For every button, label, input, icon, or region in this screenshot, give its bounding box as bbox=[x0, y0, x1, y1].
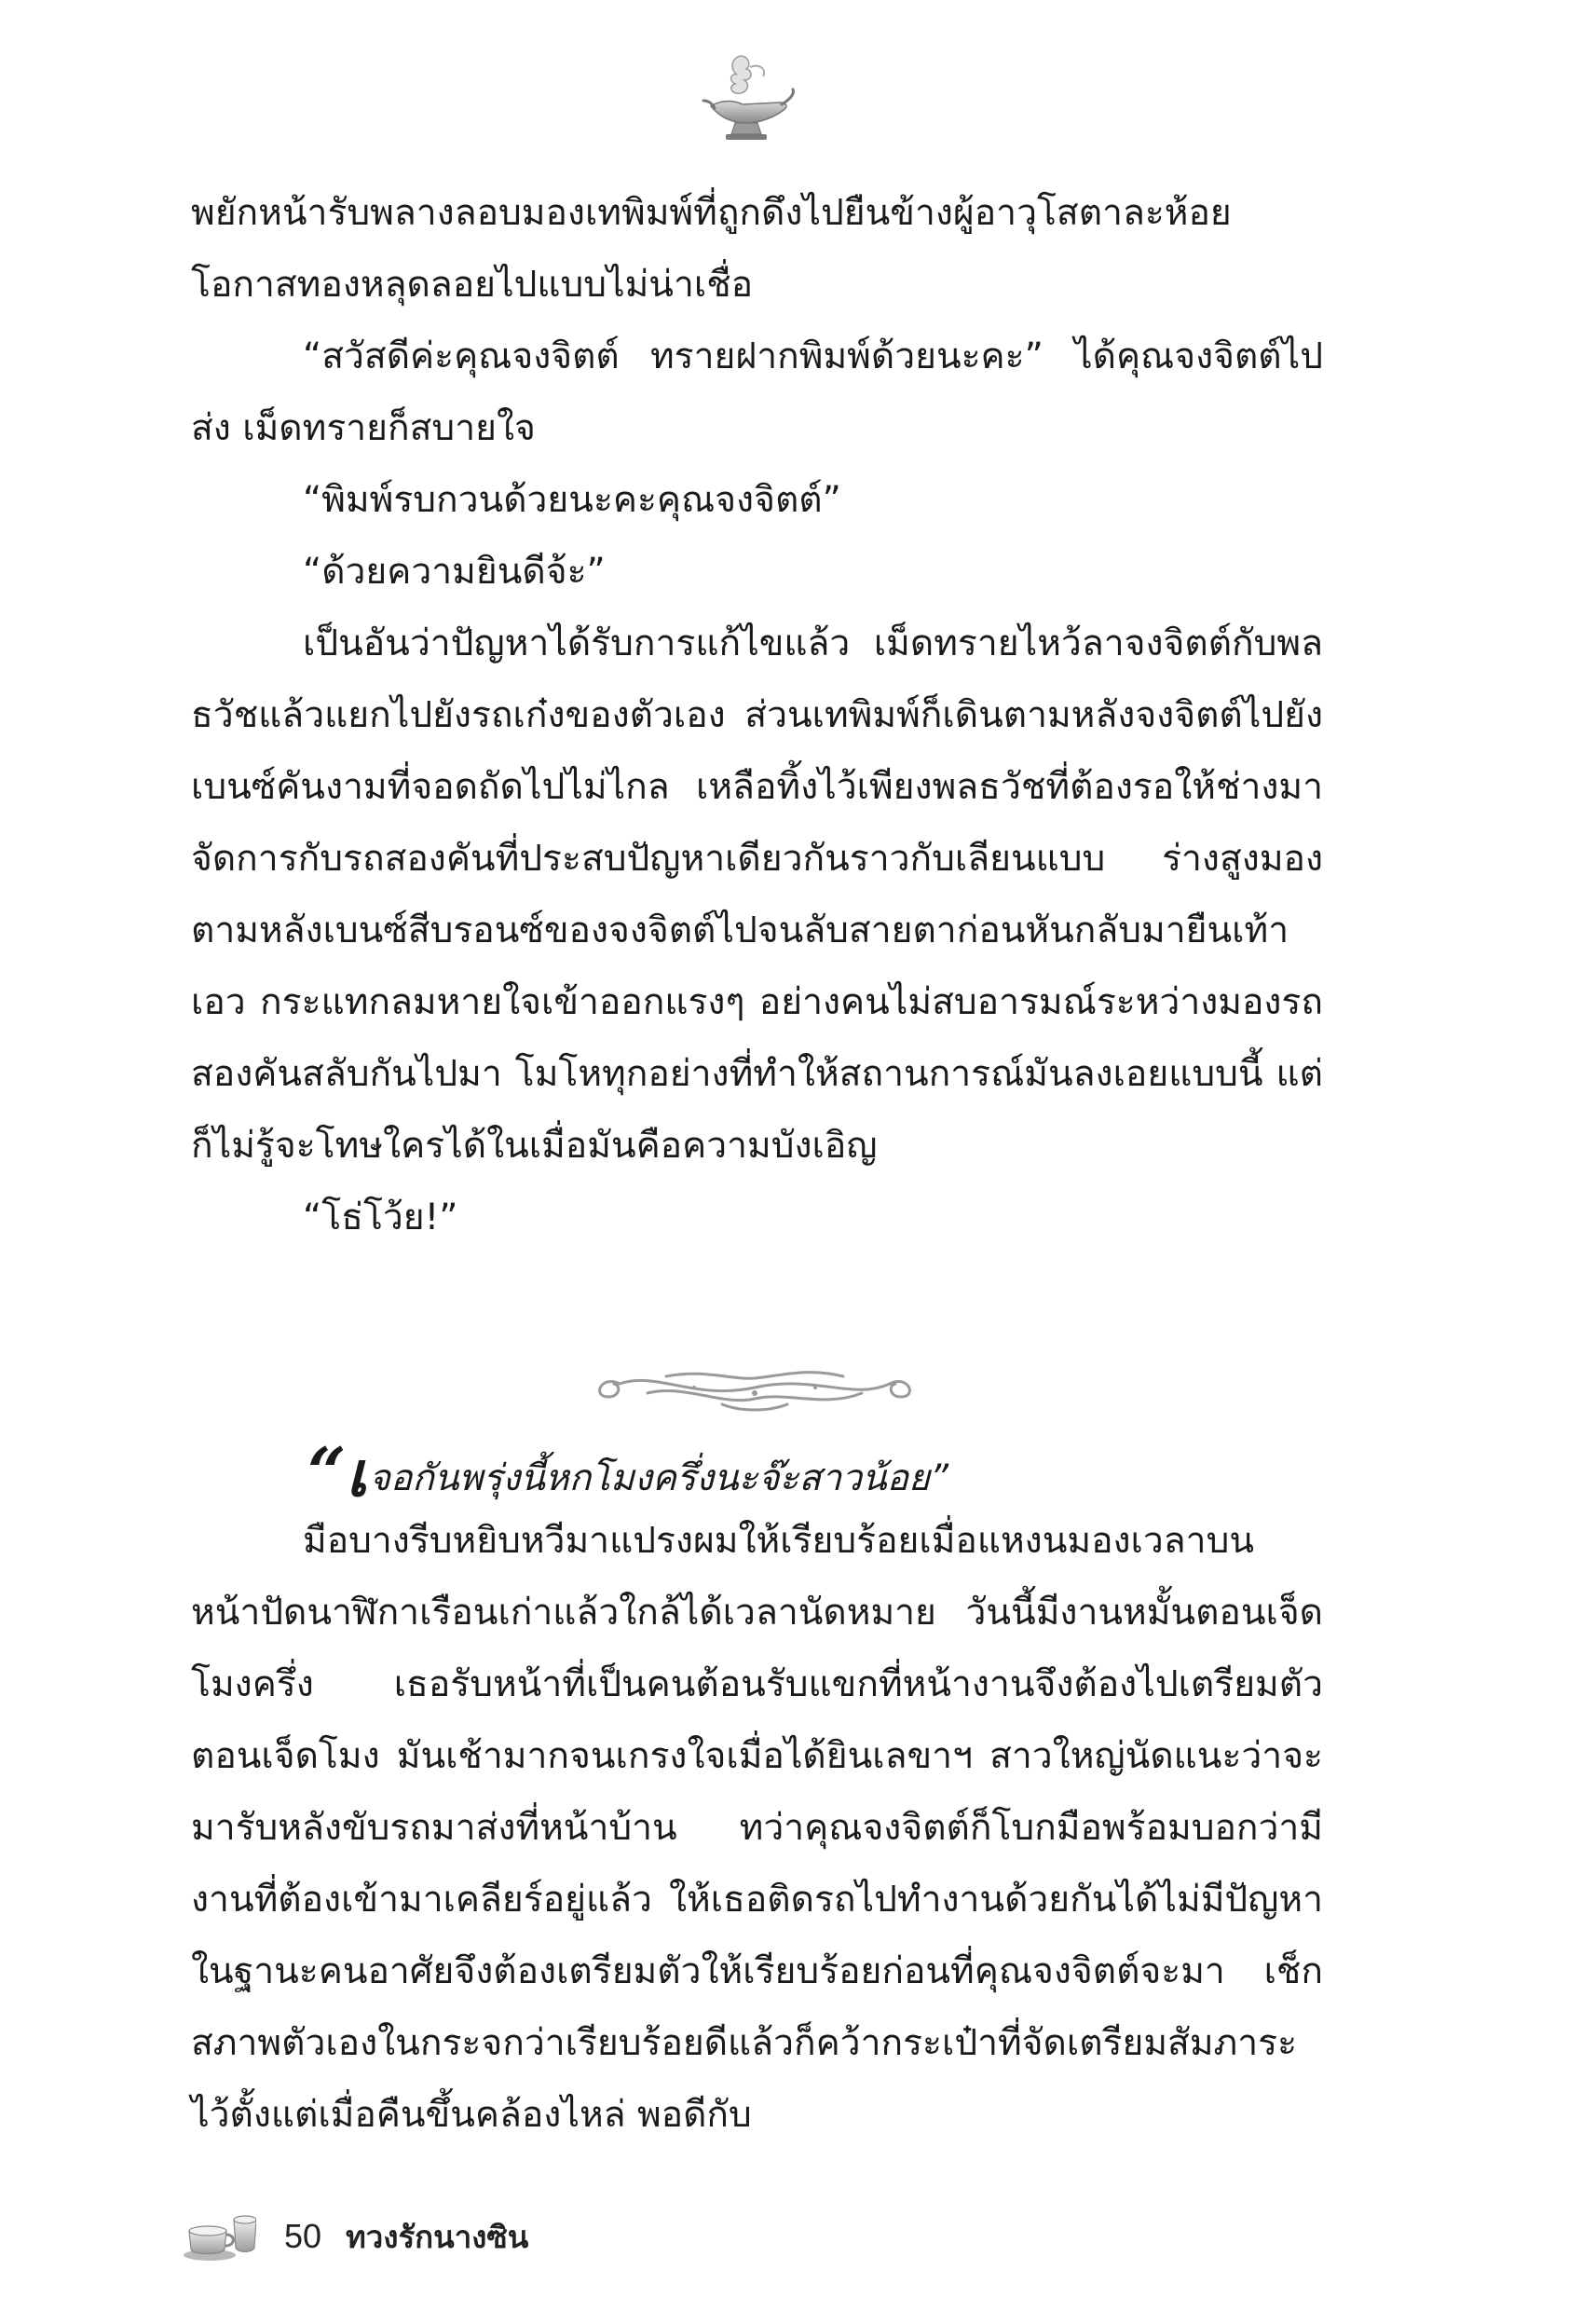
opening-quote-mark: “ bbox=[307, 1432, 347, 1511]
paragraph: มือบางรีบหยิบหวีมาแปรงผมให้เรียบร้อยเมื่อแหงนมองเวลาบนหน้าปัดนาฬิกาเรือนเก่าแล้วใกล้ได้เวลานัดหมาย วันนี้มีงานหมั้นตอนเจ็ดโมงครึ่ง เธอรับหน้าที่เป็นคนต้อนรับแขกที่หน้างานจึงต้องไปเตรียมตัวตอนเจ็ดโมง มันเช้ามากจนเกรงใจเมื่อได้ยินเลขาฯ สาวใหญ่นัดแนะว่าจะมารับหลังขับรถมาส่งที่หน้าบ้าน ทว่าคุณจงจิตต์ก็โบกมือพร้อมบอกว่ามีงานที่ต้องเข้ามาเคลียร์อยู่แล้ว ให้เธอติดรถไปทำงานด้วยกันได้ไม่มีปัญหา ในฐานะคนอาศัยจึงต้องเตรียมตัวให้เรียบร้อยก่อนที่คุณจงจิตต์จะมา เช็กสภาพตัวเองในกระจกว่าเรียบร้อยดีแล้วก็คว้ากระเป๋าที่จัดเตรียมสัมภาระไว้ตั้งแต่เมื่อคืนขึ้นคล้องไหล่ พอดีกับ bbox=[191, 1520, 1323, 2136]
section-opening-line bbox=[307, 1432, 1239, 1511]
paragraph: เป็นอันว่าปัญหาได้รับการแก้ไขแล้ว เม็ดทรายไหว้ลาจงจิตต์กับพลธวัชแล้วแยกไปยังรถเก๋งของตัวเอง ส่วนเทพิมพ์ก็เดินตามหลังจงจิตต์ไปยังเบนซ์คันงามที่จอดถัดไปไม่ไกล เหลือทิ้งไว้เพียงพลธวัชที่ต้องรอให้ช่างมาจัดการกับรถสองคันที่ประสบปัญหาเดียวกันราวกับเลียนแบบ ร่างสูงมองตามหลังเบนซ์สีบรอนซ์ของจงจิตต์ไปจนลับสายตาก่อนหันกลับมายืนเท้าเอว กระแทกลมหายใจเข้าออกแรงๆ อย่างคนไม่สบอารมณ์ระหว่างมองรถสองคันสลับกันไปมา โมโหทุกอย่างที่ทำให้สถานการณ์มันลงเอยแบบนี้ แต่ก็ไม่รู้จะโทษใครได้ในเมื่อมันคือความบังเอิญ bbox=[191, 622, 1323, 1167]
dropcap-letter: เ bbox=[346, 1438, 367, 1511]
teacups-icon bbox=[182, 2210, 256, 2263]
page-footer bbox=[182, 2208, 528, 2264]
page-number: 50 bbox=[284, 2217, 322, 2255]
opening-line-text: จอกันพรุ่งนี้หกโมงครึ่งนะจ๊ะสาวน้อย” bbox=[368, 1457, 949, 1499]
body-text-section-2 bbox=[191, 1505, 1323, 2151]
paragraph: พยักหน้ารับพลางลอบมองเทพิมพ์ที่ถูกดึงไปยืนข้างผู้อาวุโสตาละห้อย โอกาสทองหลุดลอยไปแบบไม่น่าเชื่อ bbox=[191, 192, 1232, 306]
paragraph: “พิมพ์รบกวนด้วยนะคะคุณจงจิตต์” bbox=[303, 479, 841, 521]
genie-lamp-icon bbox=[694, 48, 797, 151]
paragraph: “สวัสดีค่ะคุณจงจิตต์ ทรายฝากพิมพ์ด้วยนะคะ” ได้คุณจงจิตต์ไปส่ง เม็ดทรายก็สบายใจ bbox=[191, 335, 1323, 449]
paragraph: “ด้วยความยินดีจ้ะ” bbox=[303, 551, 606, 593]
paragraph: “โธ่โว้ย!” bbox=[303, 1197, 458, 1238]
book-title: ทวงรักนางซิน bbox=[346, 2218, 529, 2255]
flourish-divider-icon bbox=[582, 1356, 927, 1421]
body-text-section-1 bbox=[191, 177, 1323, 1253]
